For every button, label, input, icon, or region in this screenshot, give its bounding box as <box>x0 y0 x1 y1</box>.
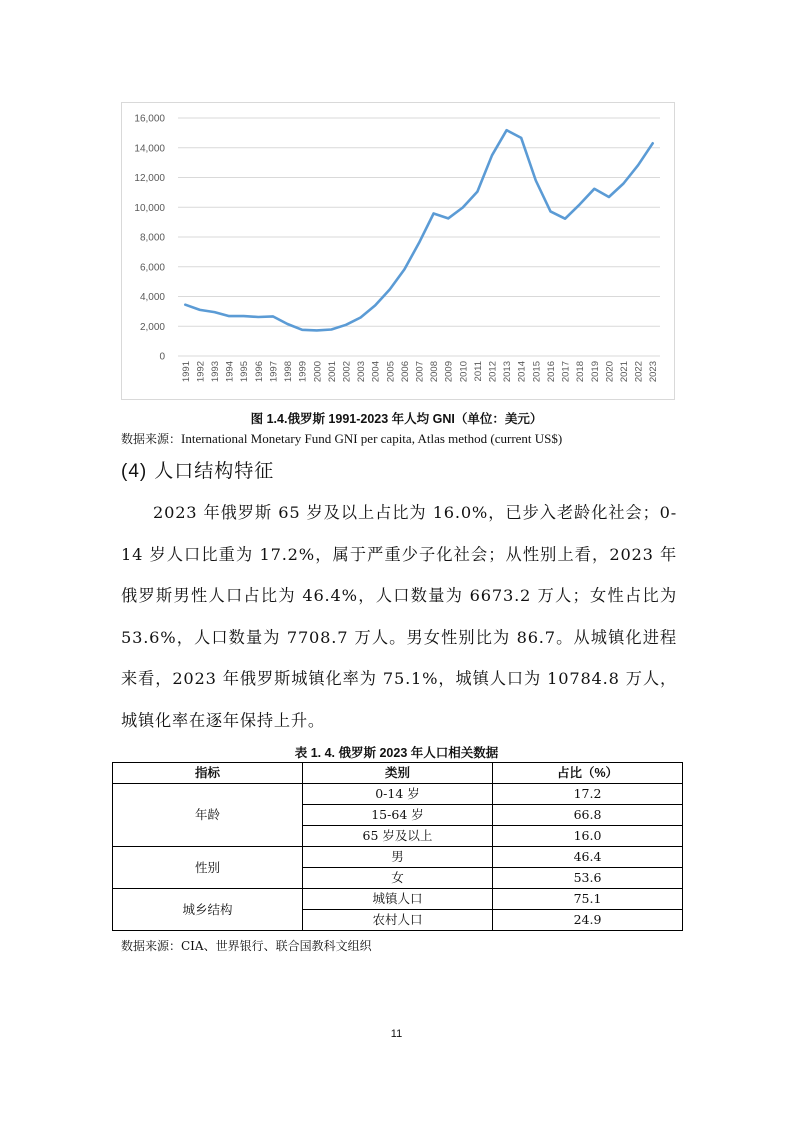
x-tick-label: 2016 <box>545 361 557 383</box>
x-tick-label: 2003 <box>356 361 368 383</box>
x-tick-label: 2021 <box>618 361 630 383</box>
section-title: 人口结构特征 <box>154 460 275 482</box>
x-tick-label: 2011 <box>472 361 484 382</box>
x-tick-label: 2022 <box>633 361 645 383</box>
figure-source <box>121 430 562 447</box>
x-tick-label: 2001 <box>326 361 338 383</box>
chart-y-axis <box>134 114 165 363</box>
value-cell: 17.2 <box>493 784 683 805</box>
chart-x-axis <box>181 361 659 382</box>
gni-chart <box>121 102 675 400</box>
x-tick-label: 2015 <box>531 361 543 383</box>
figure-caption: 图 1.4.俄罗斯 1991-2023 年人均 GNI（单位：美元） <box>250 412 543 426</box>
category-cell: 城镇人口 <box>303 889 493 910</box>
x-tick-label: 2017 <box>560 361 572 383</box>
category-cell: 65 岁及以上 <box>303 826 493 847</box>
category-cell: 农村人口 <box>303 910 493 931</box>
value-cell: 66.8 <box>493 805 683 826</box>
x-tick-label: 2020 <box>604 361 616 383</box>
y-tick-label: 8,000 <box>139 232 165 244</box>
x-tick-label: 2002 <box>341 361 353 383</box>
x-tick-label: 2018 <box>575 361 587 383</box>
x-tick-label: 1992 <box>195 361 207 383</box>
value-cell: 24.9 <box>493 910 683 931</box>
x-tick-label: 2013 <box>502 361 514 383</box>
y-tick-label: 2,000 <box>139 321 165 333</box>
gni-series-line <box>185 130 652 330</box>
category-cell: 0-14 岁 <box>303 784 493 805</box>
header-category: 类别 <box>303 763 493 784</box>
x-tick-label: 2008 <box>429 361 441 383</box>
x-tick-label: 2012 <box>487 361 499 383</box>
header-indicator: 指标 <box>113 763 303 784</box>
section-heading <box>121 456 274 483</box>
page-number: 11 <box>390 1028 403 1040</box>
figure-source-label: 数据来源： <box>121 432 182 446</box>
x-tick-label: 1993 <box>210 361 222 383</box>
table-row <box>113 847 683 868</box>
population-table-wrap <box>112 762 682 931</box>
x-tick-label: 2000 <box>312 361 324 383</box>
body-paragraph: 2023 年俄罗斯 65 岁及以上占比为 16.0%，已步入老龄化社会；0-14 岁人口比重为 17.2%，属于严重少子化社会；从性别上看，2023 年俄罗斯男性人口占比为 46.4%，人口数量为 6673.2 万人；女性占比为 53.6%，人口数量为 7708.7 万人。男女性别比为 86.7。从城镇化进程来看，2023 年俄罗斯城镇化率为 75.1%，城镇人口为 10784.8 万人，城镇化率在逐年保持上升。 <box>121 503 677 730</box>
x-tick-label: 1994 <box>224 361 236 383</box>
x-tick-label: 2019 <box>589 361 601 383</box>
x-tick-label: 2014 <box>516 361 528 383</box>
group-age: 年龄 <box>113 784 303 847</box>
x-tick-label: 1991 <box>180 361 192 383</box>
table-header-row <box>113 763 683 784</box>
y-tick-label: 0 <box>159 351 165 363</box>
table-row <box>113 889 683 910</box>
category-cell: 女 <box>303 868 493 889</box>
value-cell: 53.6 <box>493 868 683 889</box>
x-tick-label: 2006 <box>399 361 411 383</box>
table-caption: 表 1. 4. 俄罗斯 2023 年人口相关数据 <box>294 746 499 760</box>
y-tick-label: 16,000 <box>134 113 165 125</box>
x-tick-label: 1998 <box>283 361 295 383</box>
section-number: (4) <box>121 461 148 482</box>
table-source: 数据来源：CIA、世界银行、联合国教科文组织 <box>121 939 372 953</box>
x-tick-label: 1997 <box>268 361 280 383</box>
gni-line-chart <box>122 103 674 399</box>
x-tick-label: 2010 <box>458 361 470 383</box>
y-tick-label: 14,000 <box>134 143 165 155</box>
y-tick-label: 10,000 <box>134 202 165 214</box>
x-tick-label: 1996 <box>253 361 265 383</box>
value-cell: 46.4 <box>493 847 683 868</box>
category-cell: 15-64 岁 <box>303 805 493 826</box>
y-tick-label: 12,000 <box>134 173 165 184</box>
x-tick-label: 2004 <box>370 361 382 383</box>
x-tick-label: 2007 <box>414 361 426 383</box>
x-tick-label: 2009 <box>443 361 455 383</box>
x-tick-label: 1999 <box>297 361 309 383</box>
x-tick-label: 1995 <box>239 361 251 383</box>
group-sex: 性别 <box>113 847 303 889</box>
x-tick-label: 2023 <box>648 361 660 383</box>
header-share: 占比（%） <box>493 763 683 784</box>
y-tick-label: 4,000 <box>139 292 165 303</box>
x-tick-label: 2005 <box>385 361 397 383</box>
table-row <box>113 784 683 805</box>
category-cell: 男 <box>303 847 493 868</box>
y-tick-label: 6,000 <box>139 262 165 274</box>
value-cell: 75.1 <box>493 889 683 910</box>
population-table <box>112 762 683 931</box>
figure-source-text: International Monetary Fund GNI per capita, Atlas method (current US$) <box>181 431 563 446</box>
group-urban-rural: 城乡结构 <box>113 889 303 931</box>
chart-gridlines <box>178 118 660 356</box>
value-cell: 16.0 <box>493 826 683 847</box>
